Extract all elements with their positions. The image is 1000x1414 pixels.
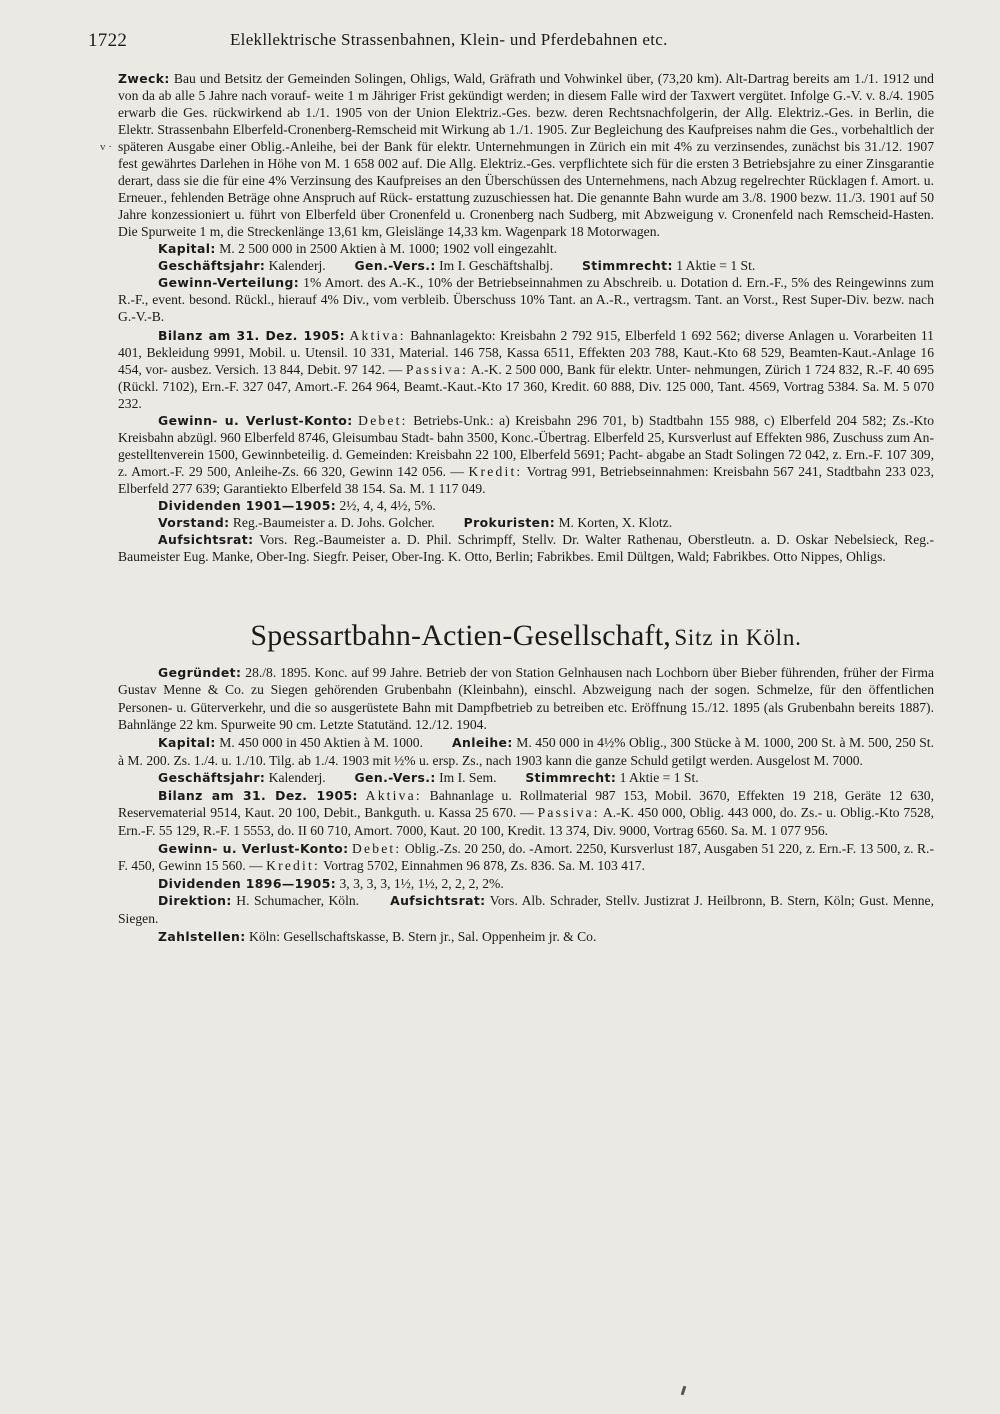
entry-solingen-tramway — [118, 70, 934, 565]
direktion-label: Direktion: — [158, 893, 232, 909]
bilanz-passiva-text: A.-K. 2 500 000, Bank für elektr. Unter- nehmungen, Zürich 1 724 832, R.-F. 40 695 (Rückl. 7102), Ern.-F. 327 047, Amort.-F. 264 964, Beamt.-Kaut.-Kto 17 360, Kredit. 60 888, Div. 125 000, Tant. 4569, Vortrag 5384. Sa. M. 5 070 232. — [118, 362, 934, 411]
stimmrecht-label: Stimmrecht: — [581, 258, 673, 273]
kapital-label: Kapital: — [158, 241, 216, 256]
kredit-word: Kredit: — [468, 464, 523, 479]
bilanz-paragraph — [118, 787, 934, 840]
zahlstellen-text: Köln: Gesellschaftskasse, B. Stern jr., Sal. Oppenheim jr. & Co. — [249, 928, 597, 944]
dividenden-label: Dividenden 1901—1905: — [158, 498, 337, 513]
anleihe-text: M. 450 000 in 4½% Oblig., 300 Stücke à M. 1000, 200 St. à M. 500, 250 St. à M. 200. Zs. 1./4. u. 1./10. Tilg. ab 1./4. 1903 mit ½% u. ersp. Zs., nach 1903 kann die ganze Schuld getilgt werden. Ausgelost M. 7000. — [118, 734, 934, 768]
company-name: Spessartbahn-Actien-Gesellschaft, — [250, 619, 671, 652]
gewinnverteilung-paragraph — [118, 274, 934, 325]
genvers-text: Im I. Sem. — [439, 770, 497, 786]
text-column — [118, 70, 934, 945]
gegruendet-label: Gegründet: — [158, 664, 242, 680]
zahlstellen-paragraph — [118, 928, 934, 946]
stimmrecht-label: Stimmrecht: — [525, 770, 617, 786]
genvers-label: Gen.-Vers.: — [354, 258, 436, 273]
dividenden-label: Dividenden 1896—1905: — [158, 875, 337, 891]
debet-word: Debet: — [358, 413, 408, 428]
margin-mark: v · — [100, 141, 112, 153]
aufsichtsrat-text: Vors. Alb. Schrader, Stellv. Justizrat J. Heilbronn, B. Stern, Köln; Gust. Menne, Siegen. — [118, 893, 934, 926]
direktion-text: H. Schumacher, Köln. — [236, 893, 360, 909]
passiva-word: Passiva: — [537, 805, 600, 821]
aufsichtsrat-paragraph — [118, 531, 934, 565]
kapital-paragraph — [118, 734, 934, 769]
company-heading — [118, 619, 934, 652]
zweck-text: Bau und Betsitz der Gemeinden Solingen, Ohligs, Wald, Gräfrath und Vohwinkel über, (73,20 km). Alt-Dartrag bereits am 1./1. 1912 und von da ab alle 5 Jahre nach vorauf- weite 1 m Jähriger Frist gekündigt werden; in diesem Falle wird der Taxwert vergütet. Infolge G.-V. v. 8./4. 1905 erwarb die Ges. rückwirkend ab 1./1. 1905 von der Union Elektriz.-Ges. bezw. deren Rechtsnachfolgerin, der Allg. Elektriz.-Ges. in Berlin, die Elektr. Strassenbahn Elberfeld-Cronenberg-Remscheid mit Wirkung ab 1./1. 1905. Zur Begleichung des Kaufpreises nahm die Ges., vorbehaltlich der späteren Ausgabe einer Oblig.-Anleihe, bei der Bank für elektr. Unternehmungen in Zürich ein mit 4% zu verzinsendes, zunächst bis 31./12. 1907 fest gewährtes Darlehen in Höhe von M. 1 658 002 auf. Die Allg. Elektriz.-Ges. verpflichtete sich für die ersten 3 Betriebsjahre zu einer Zinsgarantie derart, dass sie die für eine 4% Verzinsung des Kaufpreises an den Überschüssen des Unternehmens, nach Abzug regelrechter Rücklagen f. Amort. u. Erneuer., fehlenden Beträge ohne Anspruch auf Rück- erstattung zuzuschiessen hat. Die genannte Bahn wurde am 3./8. 1900 bezw. 11./3. 1901 auf 50 Jahre konzessioniert u. führt von Elberfeld über Cronenfeld u. Cronenberg nach Sudberg, mit Abzweigung v. Cronenfeld nach Remscheid-Hasten. Die Spurweite 1 m, die Streckenlänge 13,61 km, Gleislänge 14,33 km. Wagenpark 18 Motorwagen. — [118, 71, 934, 239]
kapital-label: Kapital: — [158, 734, 216, 750]
kapital-text: M. 2 500 000 in 2500 Aktien à M. 1000; 1902 voll eingezahlt. — [219, 241, 558, 256]
genvers-label: Gen.-Vers.: — [354, 770, 436, 786]
geschaeftsjahr-text: Kalenderj. — [268, 770, 326, 786]
bilanz-aktiva-text: Bahnanlage u. Rollmaterial 987 153, Mobil. 3670, Effekten 19 218, Geräte 12 630, Reservematerial 9514, Kaut. 20 100, Debit., Bankguth. u. Kassa 25 670. — — [118, 787, 934, 821]
aufsichtsrat-label: Aufsichtsrat: — [158, 532, 254, 547]
geschaeftsjahr-label: Geschäftsjahr: — [158, 770, 266, 786]
guv-label: Gewinn- u. Verlust-Konto: — [158, 413, 353, 428]
geschaeftsjahr-paragraph — [118, 257, 934, 274]
bilanz-paragraph — [118, 327, 934, 412]
prokuristen-label: Prokuristen: — [463, 515, 556, 530]
gewinnverteilung-label: Gewinn-Verteilung: — [158, 275, 300, 290]
bilanz-label: Bilanz am 31. Dez. 1905: — [158, 328, 345, 343]
guv-paragraph — [118, 840, 934, 875]
company-seat: Sitz in Köln. — [674, 625, 802, 650]
dividenden-paragraph — [118, 497, 934, 514]
guv-debet-text: Betriebs-Unk.: a) Kreisbahn 296 701, b) Stadtbahn 155 988, c) Elberfeld 204 582; Zs.-Kto Kreisbahn abzügl. 960 Elberfeld 8746, Gleisumbau Stadt- bahn 3500, Konc.-Übertrag. Elberfeld 25, Kursverlust auf Effekten 986, Zuschuss zum An- gestelltenverein 1500, Gewinnbeteilig. d. Gemeinden: Kreisbahn 22 100, Elberfeld 5691; Pacht- abgabe an Stadt Solingen 72 042, z. Ern.-F. 107 309, z. Amort.-F. 29 500, Anleihe-Zs. 66 320, Gewinn 142 056. — — [118, 413, 935, 479]
kapital-text: M. 450 000 in 450 Aktien à M. 1000. — [219, 734, 423, 750]
genvers-text: Im I. Geschäftshalbj. — [439, 258, 554, 273]
guv-debet-text: Oblig.-Zs. 20 250, do. -Amort. 2250, Kursverlust 187, Ausgaben 51 220, z. Ern.-F. 13 500, z. R.-F. 450, Gewinn 15 560. — — [118, 840, 934, 874]
vorstand-text: Reg.-Baumeister a. D. Johs. Golcher. — [232, 515, 435, 530]
guv-label: Gewinn- u. Verlust-Konto: — [158, 840, 349, 856]
geschaeftsjahr-label: Geschäftsjahr: — [158, 258, 266, 273]
zweck-label: Zweck: — [118, 71, 170, 86]
running-title: Elekllektrische Strassenbahnen, Klein- und Pferdebahnen etc. — [230, 30, 668, 49]
anleihe-label: Anleihe: — [452, 734, 513, 750]
bilanz-aktiva-text: Bahnanlagekto: Kreisbahn 2 792 915, Elberfeld 1 692 562; diverse Anlagen u. Vorarbeiten 11 401, Bekleidung 9991, Mobil. u. Utensil. 10 331, Material. 146 758, Kassa 6511, Effekten 203 788, Kaut.-Kto 68 529, Beamten-Kaut.-Anlage 16 454, vor- ausbez. Versich. 13 844, Debit. 97 142. — — [118, 328, 934, 377]
aufsichtsrat-label: Aufsichtsrat: — [390, 893, 486, 909]
stimmrecht-text: 1 Aktie = 1 St. — [676, 258, 756, 273]
debet-word: Debet: — [351, 840, 402, 856]
bilanz-label: Bilanz am 31. Dez. 1905: — [158, 787, 358, 803]
guv-paragraph — [118, 412, 934, 497]
dividenden-text: 2½, 4, 4, 4½, 5%. — [339, 498, 436, 513]
aktiva-word: Aktiva: — [349, 328, 406, 343]
print-smudge — [681, 1386, 687, 1395]
guv-kredit-text: Vortrag 991, Betriebseinnahmen: Kreisbahn 567 241, Stadtbahn 233 023, Elberfeld 277 639; Garantiekto Elberfeld 38 154. Sa. M. 1 117 049. — [118, 464, 935, 496]
kapital-paragraph — [118, 240, 934, 257]
dividenden-paragraph — [118, 875, 934, 893]
passiva-word: Passiva: — [405, 362, 468, 377]
gewinnverteilung-text: 1% Amort. des A.-K., 10% der Betriebseinnahmen zu Abschreib. u. Dotation d. Ern.-F., 5% des Reingewinns zum R.-F., event. besond. Rückl., hierauf 4% Div., vom verbleib. Überschuss 10% Tant. an A.-R., vertragsm. Tant. an Vorst., Rest Super-Div. bezw. nach G.-V.-B. — [118, 275, 934, 324]
dividenden-text: 3, 3, 3, 3, 1½, 1½, 2, 2, 2, 2%. — [339, 875, 504, 891]
geschaeftsjahr-paragraph — [118, 769, 934, 787]
vorstand-paragraph — [118, 514, 934, 531]
entry-spessartbahn — [118, 619, 934, 945]
prokuristen-text: M. Korten, X. Klotz. — [558, 515, 673, 530]
stimmrecht-text: 1 Aktie = 1 St. — [619, 770, 699, 786]
kredit-word: Kredit: — [266, 858, 320, 874]
gegruendet-paragraph — [118, 664, 934, 734]
bilanz-passiva-text: A.-K. 450 000, Oblig. 443 000, do. Zs.- u. Oblig.-Kto 7528, Ern.-F. 55 129, R.-F. 1 5553, do. II 60 710, Amort. 7000, Kaut. 20 100, Kredit. 13 374, Div. 9000, Vortrag 6560. Sa. M. 1 077 956. — [118, 805, 934, 838]
aufsichtsrat-text: Vors. Reg.-Baumeister a. D. Phil. Schrimpff, Stellv. Dr. Walter Rathenau, Oberstleutn. a. D. Oskar Nebelsieck, Reg.-Baumeister Eug. Manke, Ober-Ing. Siegfr. Peiser, Ober-Ing. K. Otto, Berlin; Fabrikbes. Emil Dültgen, Wald; Fabrikbes. Otto Nippes, Ohligs. — [118, 532, 934, 564]
zweck-paragraph — [118, 70, 934, 240]
vorstand-label: Vorstand: — [158, 515, 230, 530]
direktion-paragraph — [118, 892, 934, 927]
aktiva-word: Aktiva: — [365, 787, 422, 803]
geschaeftsjahr-text: Kalenderj. — [268, 258, 326, 273]
guv-kredit-text: Vortrag 5702, Einnahmen 96 878, Zs. 836. Sa. M. 103 417. — [323, 858, 645, 874]
zahlstellen-label: Zahlstellen: — [158, 928, 246, 944]
page-number: 1722 — [88, 30, 128, 51]
gegruendet-text: 28./8. 1895. Konc. auf 99 Jahre. Betrieb der von Station Gelnhausen nach Lochborn über Bieber führenden, früher der Firma Gustav Menne & Co. zu Siegen gehörenden Grubenbahn (Kleinbahn), einschl. Abzweigung nach der sogen. Schmelze, für den öffentlichen Personen- u. Güterverkehr, und die so ausgerüstete Bahn mit Dampfbetrieb zu betreiben etc. Eröffnung 15./12. 1895 (als Grubenbahn bereits 1887). Bahnlänge 22 km. Spurweite 90 cm. Letzte Statutänd. 12./12. 1904. — [118, 664, 934, 733]
